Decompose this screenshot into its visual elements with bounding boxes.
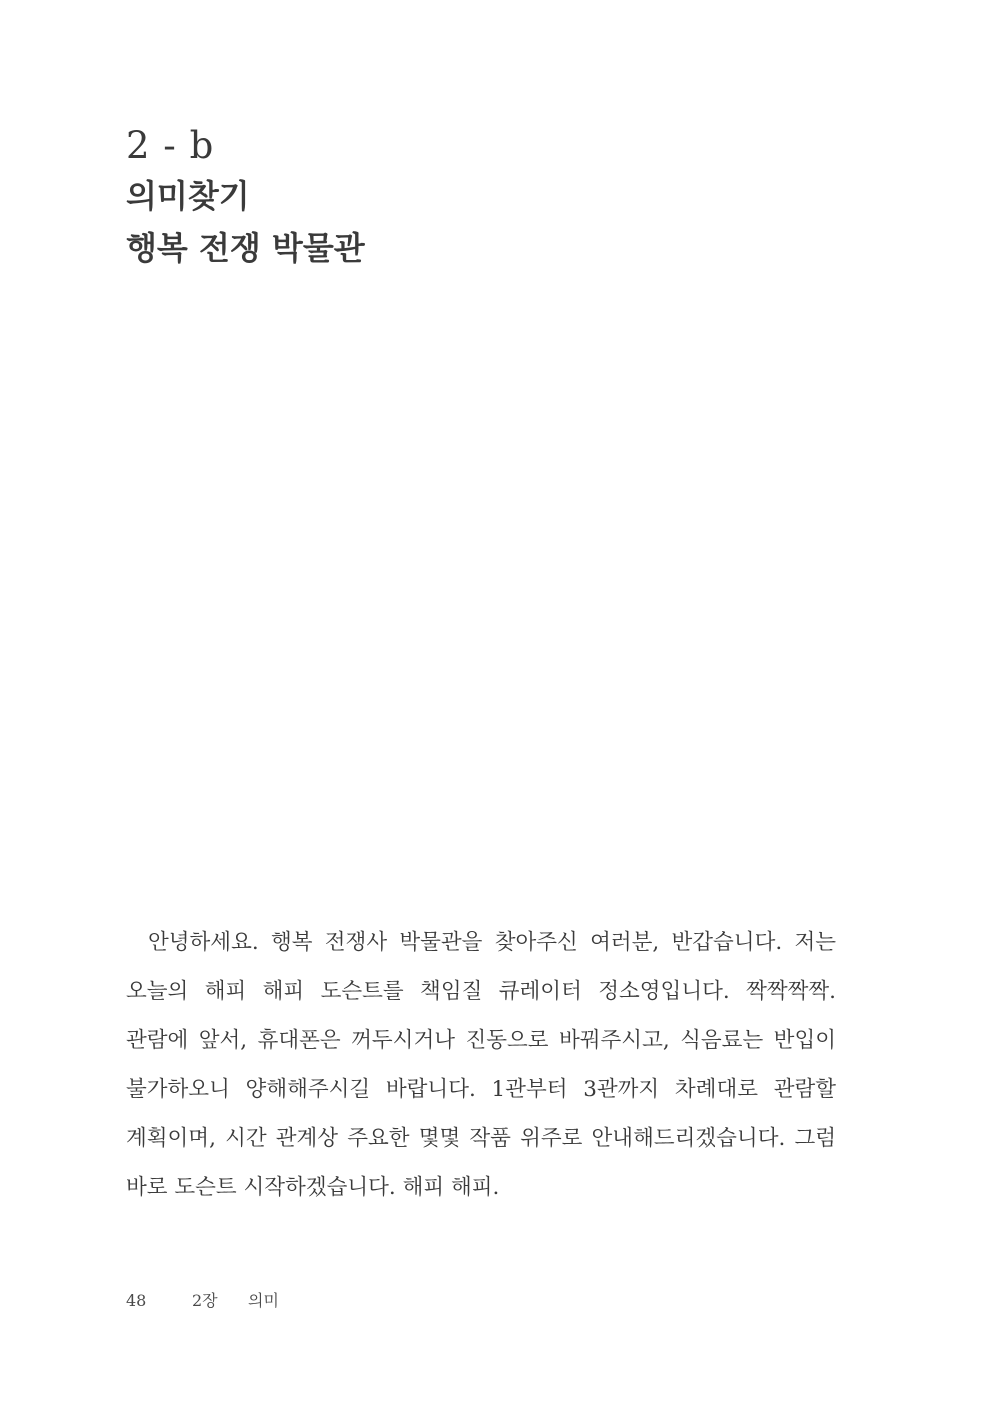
page-footer [126, 1288, 279, 1311]
chapter-heading [126, 122, 365, 274]
chapter-label: 2장 [192, 1291, 218, 1310]
section-subtitle: 행복 전쟁 박물관 [126, 229, 365, 267]
section-title: 의미찾기 [126, 177, 250, 215]
section-number: 2 - b [126, 124, 215, 167]
body-paragraph: 안녕하세요. 행복 전쟁사 박물관을 찾아주신 여러분, 반갑습니다. 저는 오늘의 해피 해피 도슨트를 책임질 큐레이터 정소영입니다. 짝짝짝짝. 관람에 앞서, 휴대폰은 꺼두시거나 진동으로 바꿔주시고, 식음료는 반입이 불가하오니 양해해주시길 바랍니다. 1관부터 3관까지 차례대로 관람할 계획이며, 시간 관계상 주요한 몇몇 작품 위주로 안내해드리겠습니다. 그럼 바로 도슨트 시작하겠습니다. 해피 해피. [126, 930, 836, 1200]
chapter-title: 의미 [248, 1291, 279, 1310]
page-number: 48 [126, 1291, 147, 1310]
